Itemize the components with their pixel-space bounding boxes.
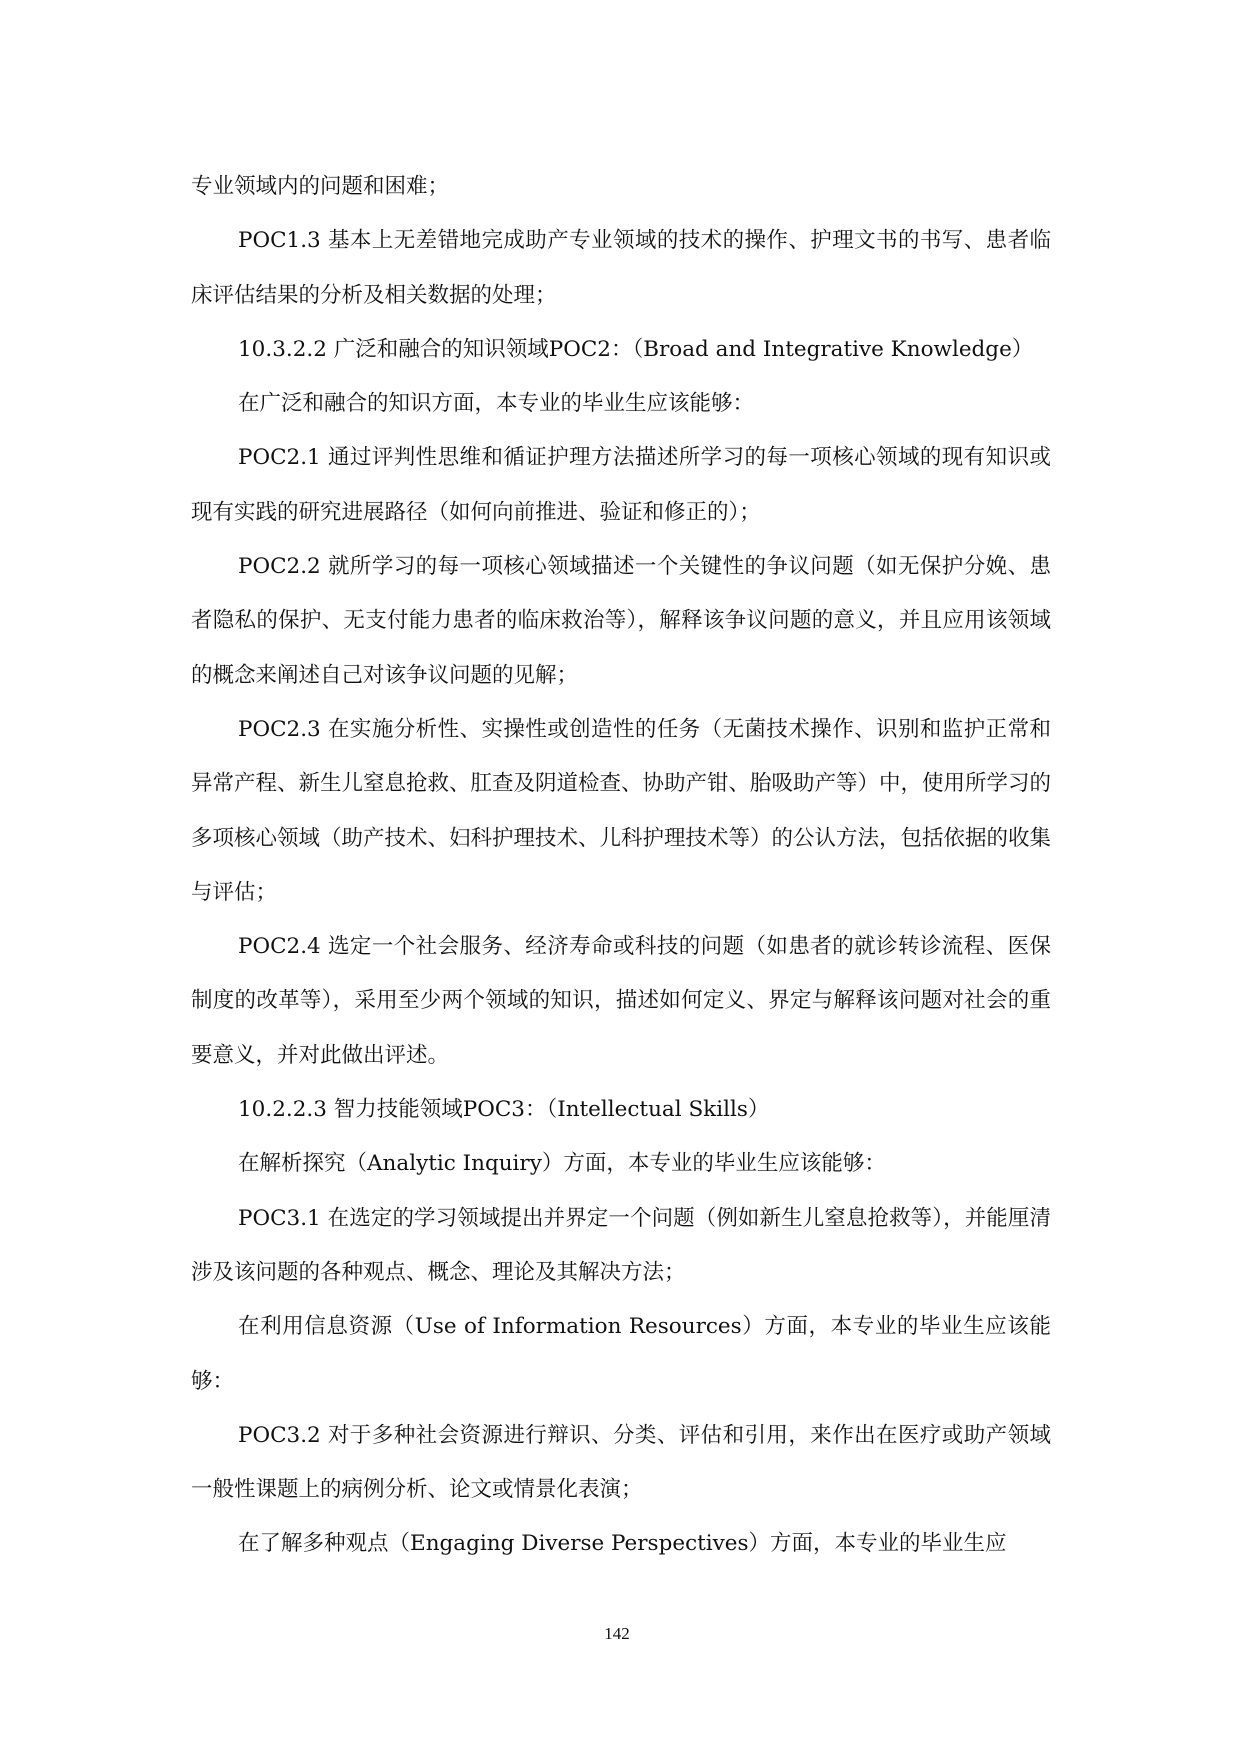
- paragraph-poc2-4: POC2.4 选定一个社会服务、经济寿命或科技的问题（如患者的就诊转诊流程、医保制度的改革等），采用至少两个领域的知识，描述如何定义、界定与解释该问题对社会的重要意义，并对此做出评述。: [191, 934, 1051, 1068]
- section-heading-poc2: 10.3.2.2 广泛和融合的知识领域POC2：（Broad and Integrative Knowledge）: [238, 336, 1034, 362]
- paragraph-information-resources-intro: 在利用信息资源（Use of Information Resources）方面，本专业的毕业生应该能够：: [191, 1314, 1051, 1394]
- paragraph-poc2-intro: 在广泛和融合的知识方面，本专业的毕业生应该能够：: [238, 391, 755, 417]
- paragraph-diverse-perspectives-intro: 在了解多种观点（Engaging Diverse Perspectives）方面，本专业的毕业生应: [238, 1531, 1007, 1557]
- page-number: 142: [604, 1624, 630, 1643]
- section-heading-poc3: 10.2.2.3 智力技能领域POC3：（Intellectual Skills）: [238, 1097, 770, 1123]
- paragraph-analytic-inquiry-intro: 在解析探究（Analytic Inquiry）方面，本专业的毕业生应该能够：: [238, 1151, 886, 1177]
- paragraph-continuation: 专业领域内的问题和困难；: [191, 174, 450, 199]
- paragraph-poc3-1: POC3.1 在选定的学习领域提出并界定一个问题（例如新生儿窒息抢救等），并能厘清涉及该问题的各种观点、概念、理论及其解决方法；: [191, 1205, 1051, 1285]
- paragraph-poc1-3: POC1.3 基本上无差错地完成助产专业领域的技术的操作、护理文书的书写、患者临床评估结果的分析及相关数据的处理；: [191, 228, 1051, 308]
- paragraph-poc3-2: POC3.2 对于多种社会资源进行辩识、分类、评估和引用，来作出在医疗或助产领域一般性课题上的病例分析、论文或情景化表演；: [191, 1422, 1051, 1503]
- paragraph-poc2-3: POC2.3 在实施分析性、实操性或创造性的任务（无菌技术操作、识别和监护正常和异常产程、新生儿窒息抢救、肛查及阴道检查、协助产钳、胎吸助产等）中，使用所学习的多项核心领域（助产技术、妇科护理技术、儿科护理技术等）的公认方法，包括依据的收集与评估；: [191, 716, 1052, 905]
- body-text: [191, 160, 1051, 1572]
- paragraph-poc2-2: POC2.2 就所学习的每一项核心领域描述一个关键性的争议问题（如无保护分娩、患者隐私的保护、无支付能力患者的临床救治等），解释该争议问题的意义，并且应用该领域的概念来阐述自己对该争议问题的见解；: [191, 554, 1051, 688]
- paragraph-poc2-1: POC2.1 通过评判性思维和循证护理方法描述所学习的每一项核心领域的现有知识或现有实践的研究进展路径（如何向前推进、验证和修正的）；: [191, 445, 1051, 525]
